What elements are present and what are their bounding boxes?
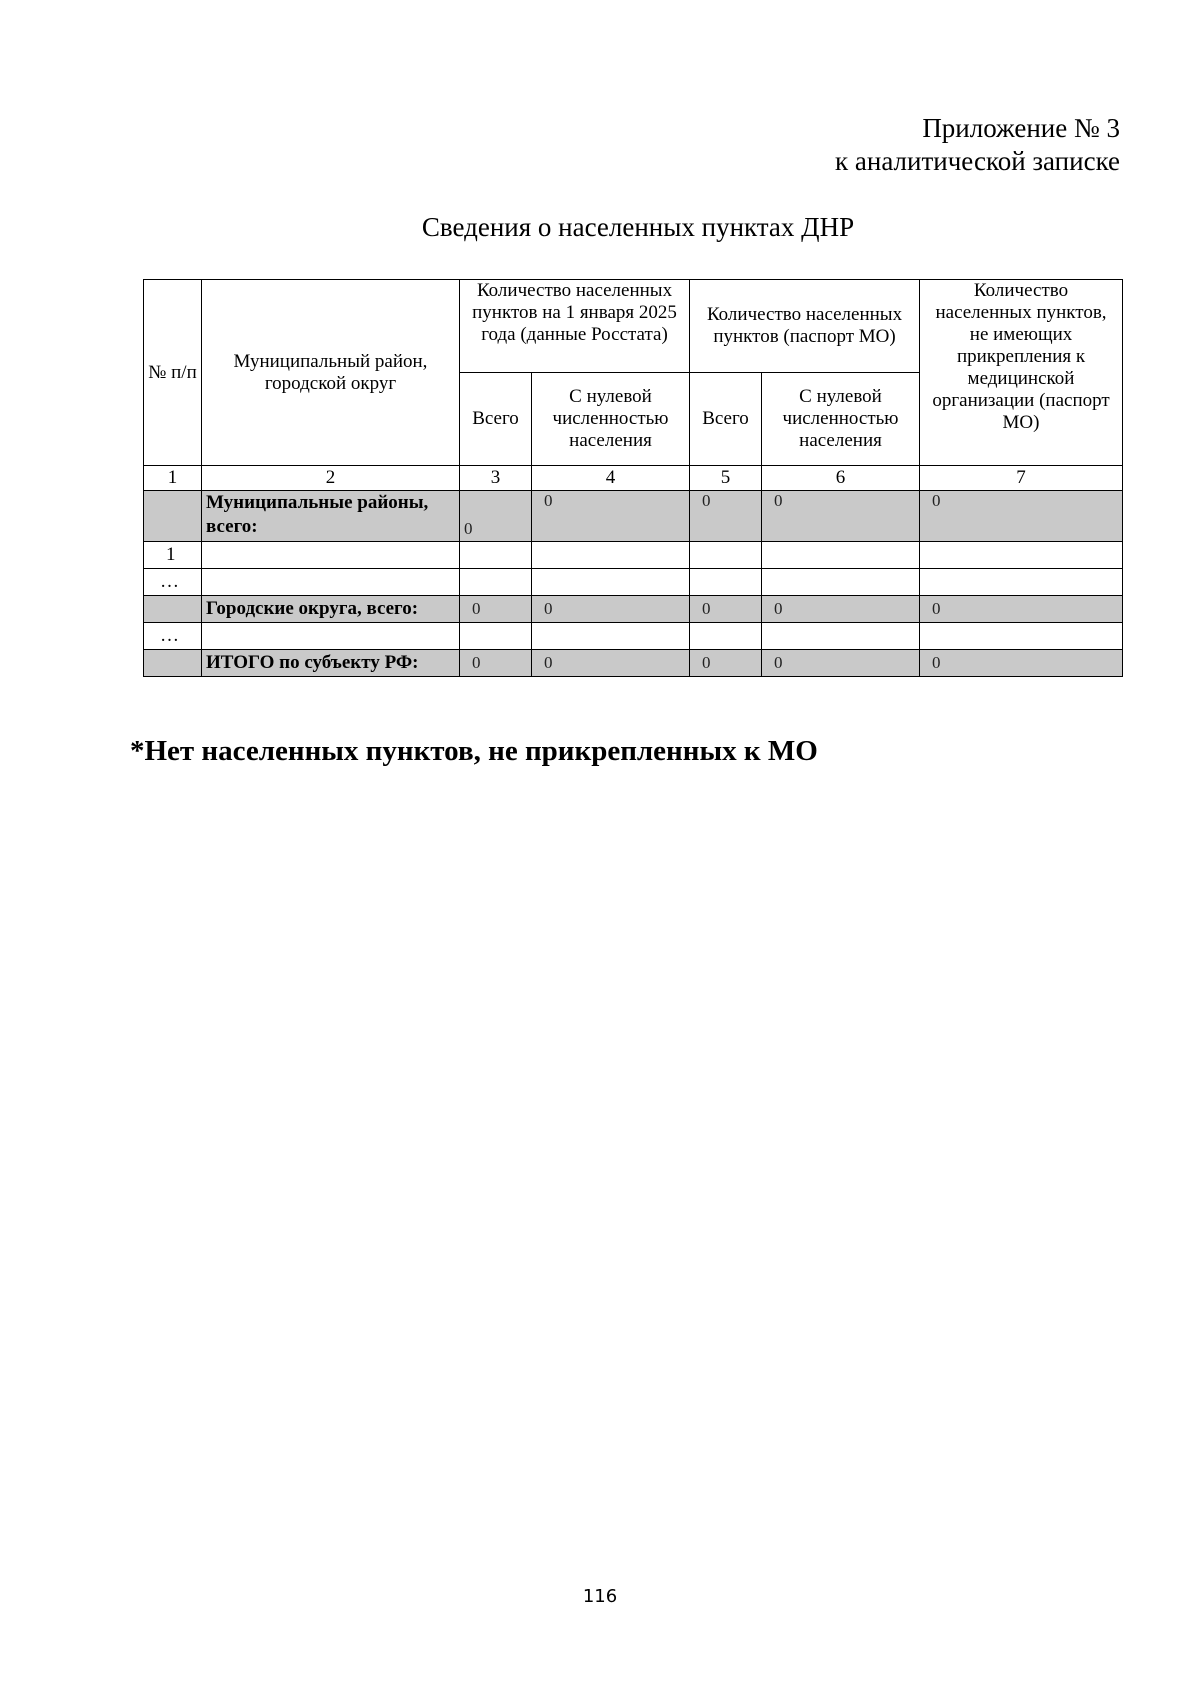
cell-c7	[920, 569, 1123, 596]
row-name: Городские округа, всего:	[202, 596, 460, 623]
row-num	[144, 650, 202, 677]
column-number: 7	[920, 466, 1123, 491]
footnote: *Нет населенных пунктов, не прикрепленных к МО	[130, 735, 818, 767]
table-row	[144, 569, 1123, 596]
row-num: …	[144, 623, 202, 650]
cell-c4	[532, 623, 690, 650]
table-row-municipal-districts	[144, 491, 1123, 542]
cell-c6	[762, 569, 920, 596]
cell-c7	[920, 623, 1123, 650]
header-col7: Количество населенных пунктов, не имеющих прикрепления к медицинской организации (паспорт МО)	[920, 280, 1123, 466]
row-num	[144, 596, 202, 623]
header-row-1	[144, 280, 1123, 373]
cell-c3: 0	[460, 491, 532, 542]
cell-c7: 0	[920, 596, 1123, 623]
cell-c4	[532, 542, 690, 569]
appendix-line-2: к аналитической записке	[835, 146, 1120, 176]
settlements-table	[143, 279, 1123, 677]
row-name	[202, 542, 460, 569]
document-title: Сведения о населенных пунктах ДНР	[421, 212, 855, 242]
column-number: 1	[144, 466, 202, 491]
appendix-line-1: Приложение № 3	[922, 113, 1120, 143]
cell-c6: 0	[762, 596, 920, 623]
cell-c5: 0	[690, 491, 762, 542]
header-group-rosstat: Количество населенных пунктов на 1 января 2025 года (данные Росстата)	[460, 280, 690, 373]
cell-c4: 0	[532, 596, 690, 623]
row-num: 1	[144, 542, 202, 569]
cell-c3: 0	[460, 650, 532, 677]
header-total-passport: Всего	[690, 373, 762, 466]
cell-c7: 0	[920, 650, 1123, 677]
table-row	[144, 623, 1123, 650]
cell-c5	[690, 623, 762, 650]
cell-c7: 0	[920, 491, 1123, 542]
row-name	[202, 623, 460, 650]
column-number: 3	[460, 466, 532, 491]
row-name: ИТОГО по субъекту РФ:	[202, 650, 460, 677]
cell-c6: 0	[762, 650, 920, 677]
column-number-row	[144, 466, 1123, 491]
cell-c4	[532, 569, 690, 596]
row-name: Муниципальные районы, всего:	[202, 491, 460, 542]
header-district: Муниципальный район, городской округ	[202, 280, 460, 466]
cell-c6: 0	[762, 491, 920, 542]
cell-c3: 0	[460, 596, 532, 623]
cell-c6	[762, 542, 920, 569]
row-num: …	[144, 569, 202, 596]
header-total-rosstat: Всего	[460, 373, 532, 466]
table-row-city-districts	[144, 596, 1123, 623]
column-number: 2	[202, 466, 460, 491]
page-number: 116	[582, 1586, 618, 1607]
cell-c5: 0	[690, 650, 762, 677]
cell-c5: 0	[690, 596, 762, 623]
header-zero-passport: С нулевой численностью населения	[762, 373, 920, 466]
cell-c5	[690, 542, 762, 569]
appendix-label	[835, 112, 1120, 178]
cell-c3	[460, 569, 532, 596]
table-row-total	[144, 650, 1123, 677]
column-number: 4	[532, 466, 690, 491]
cell-c3	[460, 542, 532, 569]
row-name	[202, 569, 460, 596]
row-num	[144, 491, 202, 542]
header-zero-rosstat: С нулевой численностью населения	[532, 373, 690, 466]
column-number: 5	[690, 466, 762, 491]
cell-c3	[460, 623, 532, 650]
cell-c4: 0	[532, 491, 690, 542]
cell-c6	[762, 623, 920, 650]
header-group-passport: Количество населенных пунктов (паспорт МО)	[690, 280, 920, 373]
table-row	[144, 542, 1123, 569]
header-num: № п/п	[144, 280, 202, 466]
cell-c4: 0	[532, 650, 690, 677]
cell-c7	[920, 542, 1123, 569]
column-number: 6	[762, 466, 920, 491]
cell-c5	[690, 569, 762, 596]
